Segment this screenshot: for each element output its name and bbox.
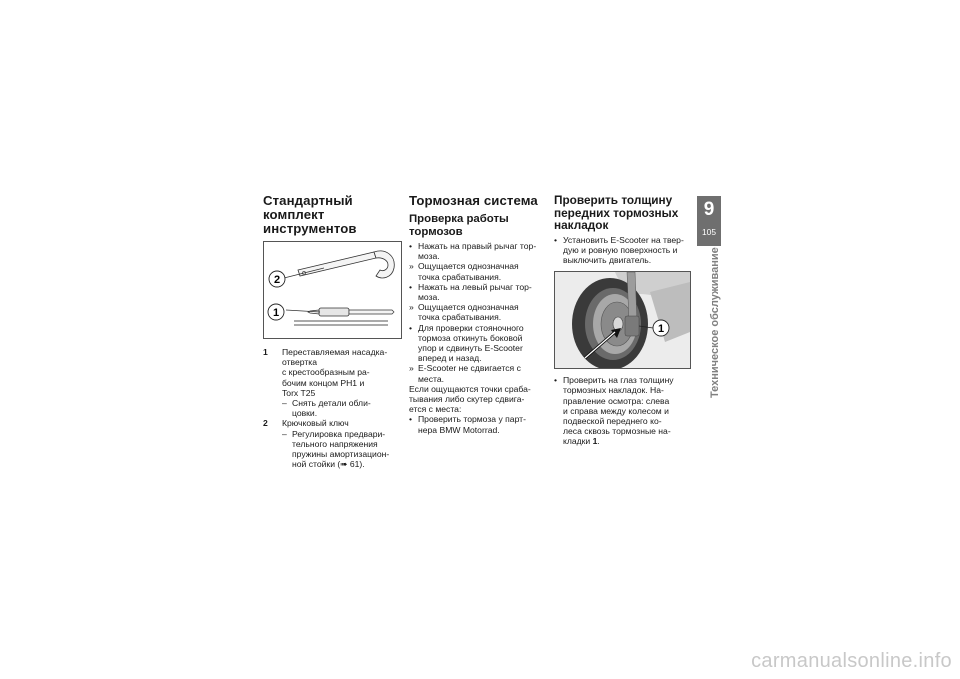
paragraph: Если ощущаются точки сраба- тывания либо скутер сдвига- ется с места: [409,383,531,415]
callout-2: 2 [273,274,281,286]
heading-tool-kit: Стандартный комплект инструментов [263,193,357,236]
watermark: carmanualsonline.info [751,650,952,672]
front-wheel-illustration [555,272,690,368]
brake-pad-figure [554,271,691,369]
tool-legend [263,347,403,469]
column-tool-kit [263,194,403,469]
column-brake-pads [554,194,694,447]
callout-1: 1 [657,323,665,336]
list-item: » Ощущается однозначная точка срабатывания. [409,302,519,323]
heading-brake-pad-thickness: Проверить толщину передних тормозных накладок [554,193,679,232]
list-item: • Нажать на правый рычаг тор- моза. [409,241,537,262]
list-item: • Для проверки стояночного тормоза откинуть боковой упор и сдвинуть E-Scooter вперед и назад. [409,322,524,364]
brake-check-steps [409,241,549,435]
list-item: • Нажать на левый рычаг тор- моза. [409,281,532,303]
legend-subitem: – Регулировка предвари- тельного напряжения пружины амортизацион- ной стойки (➠ 61). [282,428,390,470]
list-item: • Проверить на глаз толщину тормозных накладок. На- правление осмотра: слева и справа между колесом и подвеской переднего ко- леса сквозь тормозные на- кладки 1. [554,375,674,447]
subheading-brake-check: Проверка работы тормозов [409,213,509,238]
tool-kit-figure [263,241,402,339]
side-title-wrap [697,246,721,396]
list-item: » Ощущается однозначная точка срабатывания. [409,261,519,282]
legend-item: 2 Крючковый ключ [263,418,349,429]
legend-item: 1 Переставляемая насадка- отвертка с крестообразным ра- бочим концом PH1 и Torx T25 [263,347,388,398]
page-number: 105 [702,227,716,237]
brake-pad-steps [554,235,694,266]
list-item: • Проверить тормоза у парт- нера BMW Motorrad. [409,414,526,435]
column-brake-system [409,194,549,435]
heading-brake-system: Тормозная система [409,193,538,208]
list-item: • Установить E-Scooter на твер- дую и ровную поверхность и выключить двигатель. [554,234,684,265]
chapter-side-title: Техническое обслуживание [709,247,721,398]
chapter-number: 9 [703,199,715,220]
tool-kit-illustration [264,242,401,338]
brake-pad-inspection [554,375,694,446]
callout-1: 1 [272,307,280,319]
list-item: » E-Scooter не сдвигается с места. [409,363,521,384]
legend-subitem: – Снять детали обли- цовки. [282,398,371,419]
